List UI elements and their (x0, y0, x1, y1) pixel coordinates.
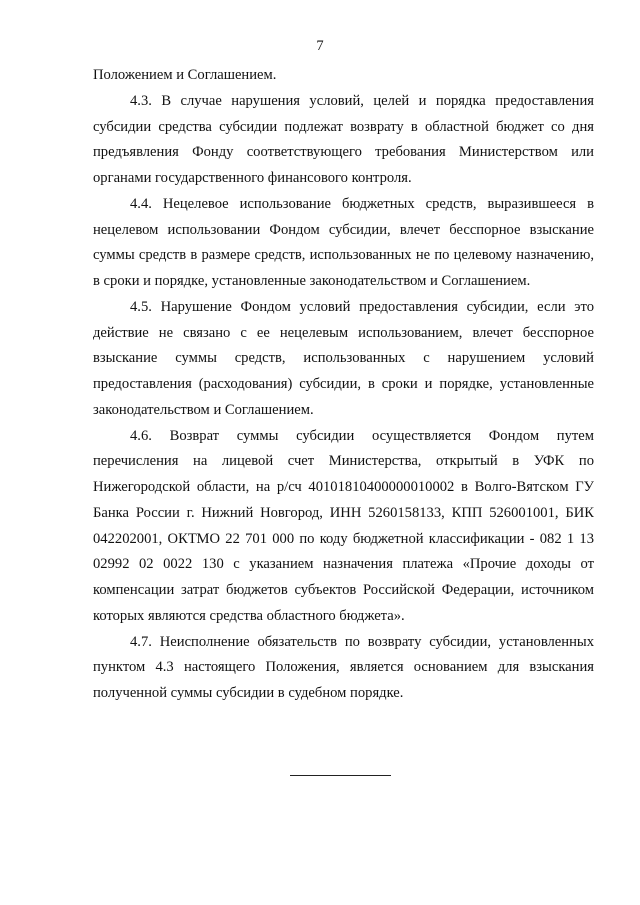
paragraph-4-6: 4.6. Возврат суммы субсидии осуществляется Фондом путем перечисления на лицевой счет Министерства, открытый в УФК по Нижегородской области, на р/сч 40101810400000010002 в Волго-Вятском ГУ Банка России г. Нижний Новгород, ИНН 5260158133, КПП 526001001, БИК 042202001, ОКТМО 22 701 000 по коду бюджетной классификации - 082 1 13 02992 02 0022 130 с указанием назначения платежа «Прочие доходы от компенсации затрат бюджетов субъектов Российской Федерации, источником которых являются средства областного бюджета». (93, 427, 594, 624)
paragraph-4-5: 4.5. Нарушение Фондом условий предоставления субсидии, если это действие не связано с ее нецелевым использованием, влечет бесспорное взыскание суммы средств, использованных с нарушением условий предоставления (расходования) субсидии, в сроки и порядке, установленные законодательством и Соглашением. (93, 298, 594, 418)
paragraph-4-4: 4.4. Нецелевое использование бюджетных средств, выразившееся в нецелевом использовании Фондом субсидии, влечет бесспорное взыскание суммы средств в размере средств, использованных не по целевому назначению, в сроки и порядке, установленные законодательством и Соглашением. (93, 195, 594, 289)
end-of-document-line (290, 775, 391, 776)
paragraph-4-7: 4.7. Неисполнение обязательств по возврату субсидии, установленных пунктом 4.3 настоящего Положения, является основанием для взыскания полученной суммы субсидии в судебном порядке. (93, 633, 594, 701)
document-body (93, 63, 594, 707)
paragraph-4-3: 4.3. В случае нарушения условий, целей и порядка предоставления субсидии средства субсидии подлежат возврату в областной бюджет со дня предъявления Фонду соответствующего требования Министерством или органами государственного финансового контроля. (93, 92, 594, 186)
continuation-text: Положением и Соглашением. (93, 67, 277, 83)
page-number: 7 (316, 38, 324, 54)
